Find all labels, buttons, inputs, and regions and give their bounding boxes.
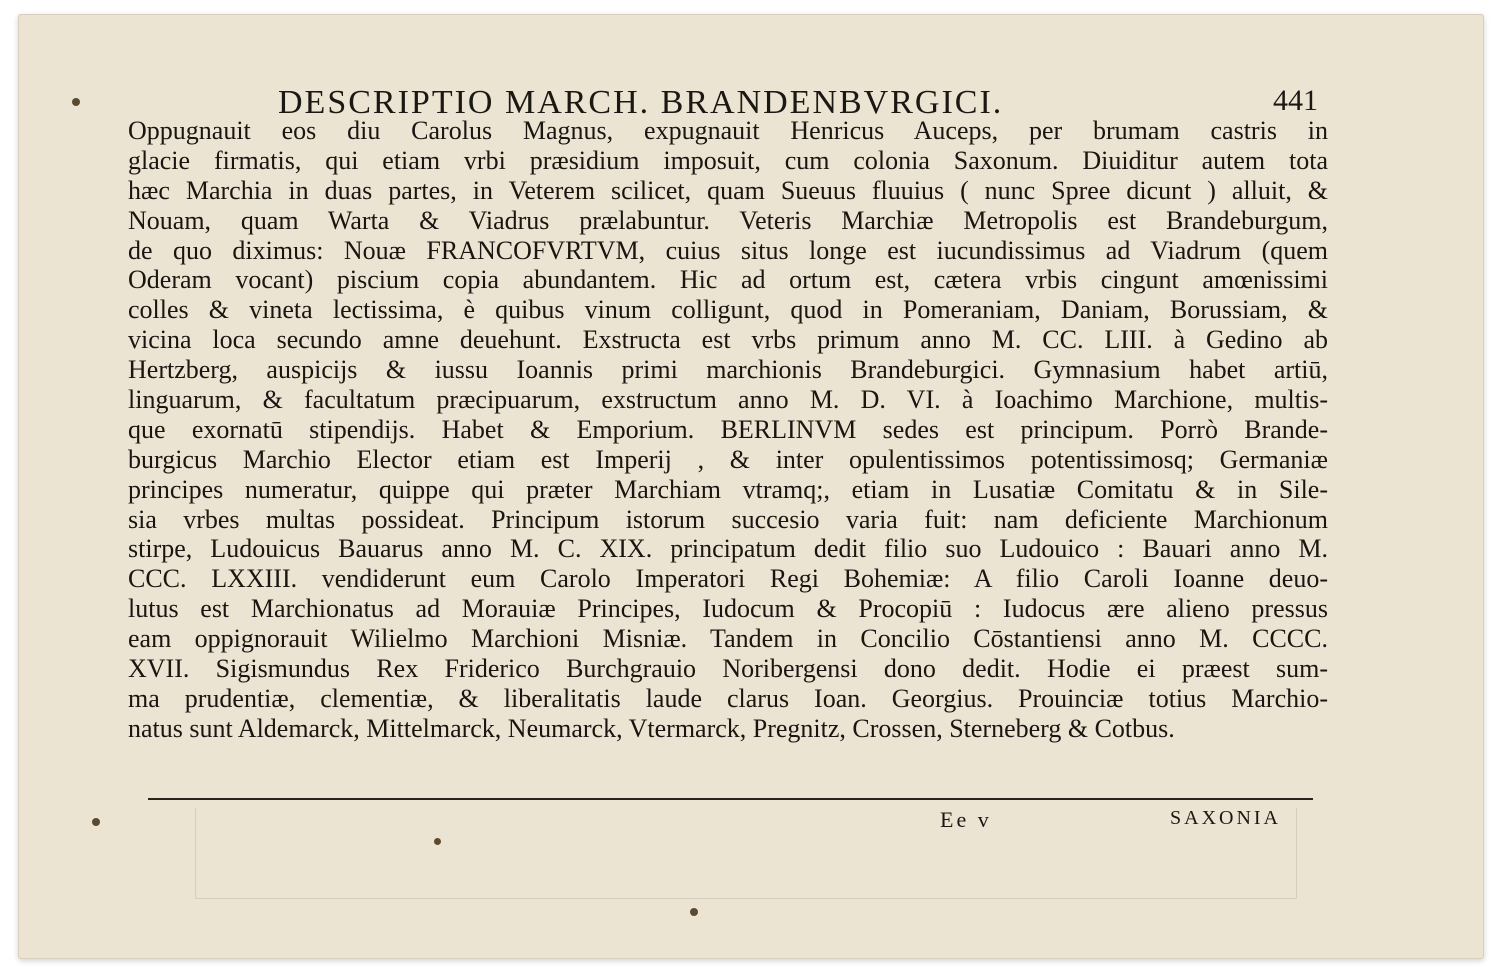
text-line: Nouam, quam Warta & Viadrus prælabuntur. Veteris Marchiæ Metropolis est Brandeburgum, [128,205,1328,235]
show-through-map-frame [195,808,1297,899]
text-line: glacie firmatis, qui etiam vrbi præsidium imposuit, cum colonia Saxonum. Diuiditur autem tota [128,145,1328,175]
text-line: ma prudentiæ, clementiæ, & liberalitatis laude clarus Ioan. Georgius. Prouinciæ totius Marchio- [128,683,1328,713]
wormhole-mark [690,908,698,916]
text-line: sia vrbes multas possideat. Principum istorum succesio varia fuit: nam deficiente Marchionum [128,504,1328,534]
text-line: que exornatū stipendijs. Habet & Emporium. BERLINVM sedes est principum. Porrò Brande- [128,414,1328,444]
horizontal-rule [148,798,1313,800]
text-line: Oppugnauit eos diu Carolus Magnus, expugnauit Henricus Auceps, per brumam castris in [128,116,1328,145]
text-line: CCC. LXXIII. vendiderunt eum Carolo Imperatori Regi Bohemiæ: A filio Caroli Ioanne deuo- [128,564,1328,594]
signature-mark: Ee v [940,807,992,832]
page-number: 441 [1273,84,1318,117]
text-line: principes numeratur, quippe qui præter Marchiam vtramq;, etiam in Lusatiæ Comitatu & in Sile- [128,474,1328,504]
text-line: Oderam vocant) piscium copia abundantem. Hic ad ortum est, cætera vrbis cingunt amœnissimi [128,265,1328,295]
body-text [128,116,1328,744]
text-line: vicina loca secundo amne deuehunt. Exstructa est vrbs primum anno M. CC. LIII. à Gedino ab [128,325,1328,355]
text-line: linguarum, & facultatum præcipuarum, exstructum anno M. D. VI. à Ioachimo Marchione, multis- [128,385,1328,415]
text-line: colles & vineta lectissima, è quibus vinum colligunt, quod in Pomeraniam, Daniam, Borussiam, & [128,295,1328,325]
wormhole-mark [434,838,441,845]
running-header: DESCRIPTIO MARCH. BRANDENBVRGICI. [278,84,1004,121]
text-line: lutus est Marchionatus ad Morauiæ Principes, Iudocum & Procopiū : Iudocus ære alieno pressus [128,594,1328,624]
text-line: XVII. Sigismundus Rex Friderico Burchgrauio Noribergensi dono dedit. Hodie ei præest sum- [128,654,1328,684]
catchword: SAXONIA [1170,807,1281,829]
wormhole-mark [92,818,100,826]
text-line: de quo diximus: Nouæ FRANCOFVRTVM, cuius situs longe est iucundissimus ad Viadrum (quem [128,235,1328,265]
text-line: hæc Marchia in duas partes, in Veterem scilicet, quam Sueuus fluuius ( nunc Spree dicunt ) alluit, & [128,175,1328,205]
text-line: eam oppignorauit Wilielmo Marchioni Misniæ. Tandem in Concilio Cōstantiensi anno M. CCCC. [128,624,1328,654]
text-line: stirpe, Ludouicus Bauarus anno M. C. XIX. principatum dedit filio suo Ludouico : Bauari anno M. [128,534,1328,564]
text-line: natus sunt Aldemarck, Mittelmarck, Neumarck, Vtermarck, Pregnitz, Crossen, Sterneberg & Cotbus. [128,713,1175,743]
text-line: Hertzberg, auspicijs & iussu Ioannis primi marchionis Brandeburgici. Gymnasium habet artiū, [128,355,1328,385]
wormhole-mark [72,98,80,106]
text-line: burgicus Marchio Elector etiam est Imperij , & inter opulentissimos potentissimosq; Germaniæ [128,444,1328,474]
